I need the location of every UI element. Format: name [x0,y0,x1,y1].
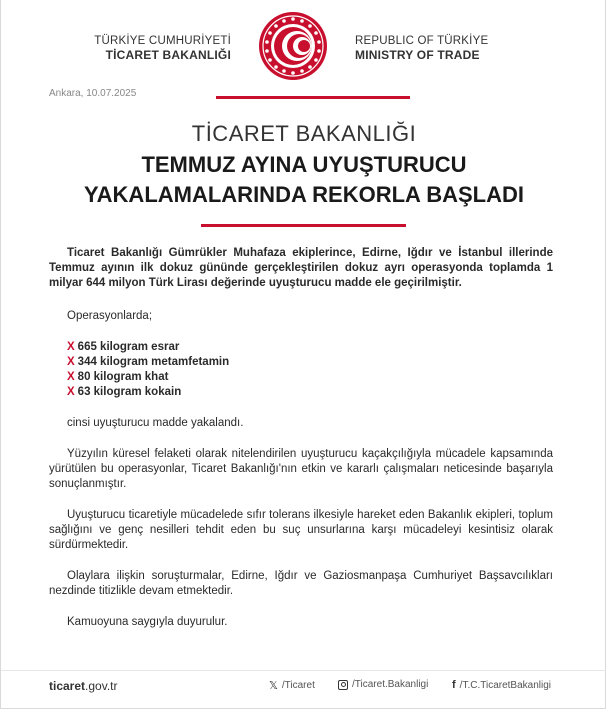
x-marker-icon: X [67,371,75,383]
lead-paragraph: Ticaret Bakanlığı Gümrükler Muhafaza ekiplerince, Edirne, Iğdır ve İstanbul illerinde Temmuz ayının ilk dokuz gününde gerçekleştirilen dokuz ayrı operasyonda toplamda 1 milyar 644 milyon Türk Lirası değerinde uyuşturucu madde ele geçirilmiştir. [49,247,553,289]
item-text: 344 kilogram metamfetamin [77,356,230,368]
item-text: 80 kilogram khat [77,371,169,383]
instagram-handle: /Ticaret.Bakanligi [352,679,429,690]
facebook-link[interactable] [452,679,551,691]
list-item [67,370,553,385]
letterhead [1,0,606,82]
header-right-line2: MINISTRY OF TRADE [355,48,480,62]
header-english [355,34,488,62]
date-divider [216,96,410,99]
after-list-text: cinsi uyuşturucu madde yakalandı. [67,417,244,429]
intro-text: Operasyonlarda; [67,310,153,322]
closing-text: Kamuoyuna saygıyla duyurulur. [67,616,228,628]
paragraph-1: Yüzyılın küresel felaketi olarak nitelendirilen uyuşturucu kaçakçılığıyla mücadele kapsamında yürütülen bu operasyonlar, Ticaret Bakanlığı'nın etkin ve kararlı çalışmaları neticesinde başarıyla sonuçlanmıştır. [49,448,553,490]
paragraph-3: Olaylara ilişkin soruşturmalar, Edirne, Iğdır ve Gaziosmanpaşa Cumhuriyet Başsavcılıkları nezdinde titizlikle devam etmektedir. [49,570,553,597]
list-item [67,355,553,370]
x-marker-icon: X [67,386,75,398]
x-link[interactable] [269,679,315,692]
header-left-line1: TÜRKİYE CUMHURİYETİ [94,35,231,47]
seizure-list [49,340,553,400]
ministry-seal-icon [257,10,329,82]
x-marker-icon: X [67,341,75,353]
website-link[interactable] [49,679,118,693]
release-date: Ankara, 10.07.2025 [49,88,137,99]
headline-line2: YAKALAMALARINDA REKORLA BAŞLADI [84,182,524,207]
item-text: 665 kilogram esrar [77,341,180,353]
item-text: 63 kilogram kokain [77,386,182,398]
site-bold: ticaret [49,679,86,693]
org-title: TİCARET BAKANLIĞI [191,121,417,146]
title-divider [201,224,406,227]
headline-line1: TEMMUZ AYINA UYUŞTURUCU [141,152,467,177]
release-body [49,246,553,630]
paragraph-2: Uyuşturucu ticaretiyle mücadelede sıfır tolerans ilkesiyle hareket eden Bakanlık ekipleri, toplum sağlığını ve genç nesilleri tehdit eden bu suç unsurlarına karşı mücadeleyi kesintisiz olarak sürdürmektedir. [49,509,553,551]
instagram-icon [338,680,348,690]
headline [1,150,606,210]
facebook-handle: /T.C.TicaretBakanligi [459,679,551,691]
x-handle: /Ticaret [281,680,315,691]
x-marker-icon: X [67,356,75,368]
header-turkish [94,34,231,62]
site-rest: .gov.tr [85,679,118,693]
header-left-line2: TİCARET BAKANLIĞI [105,48,231,62]
facebook-icon: f [452,679,456,691]
list-item [67,385,553,400]
header-right-line1: REPUBLIC OF TÜRKİYE [355,35,489,47]
x-icon: 𝕏 [269,680,278,692]
instagram-link[interactable] [338,679,428,690]
footer [1,670,606,701]
list-item [67,340,553,355]
